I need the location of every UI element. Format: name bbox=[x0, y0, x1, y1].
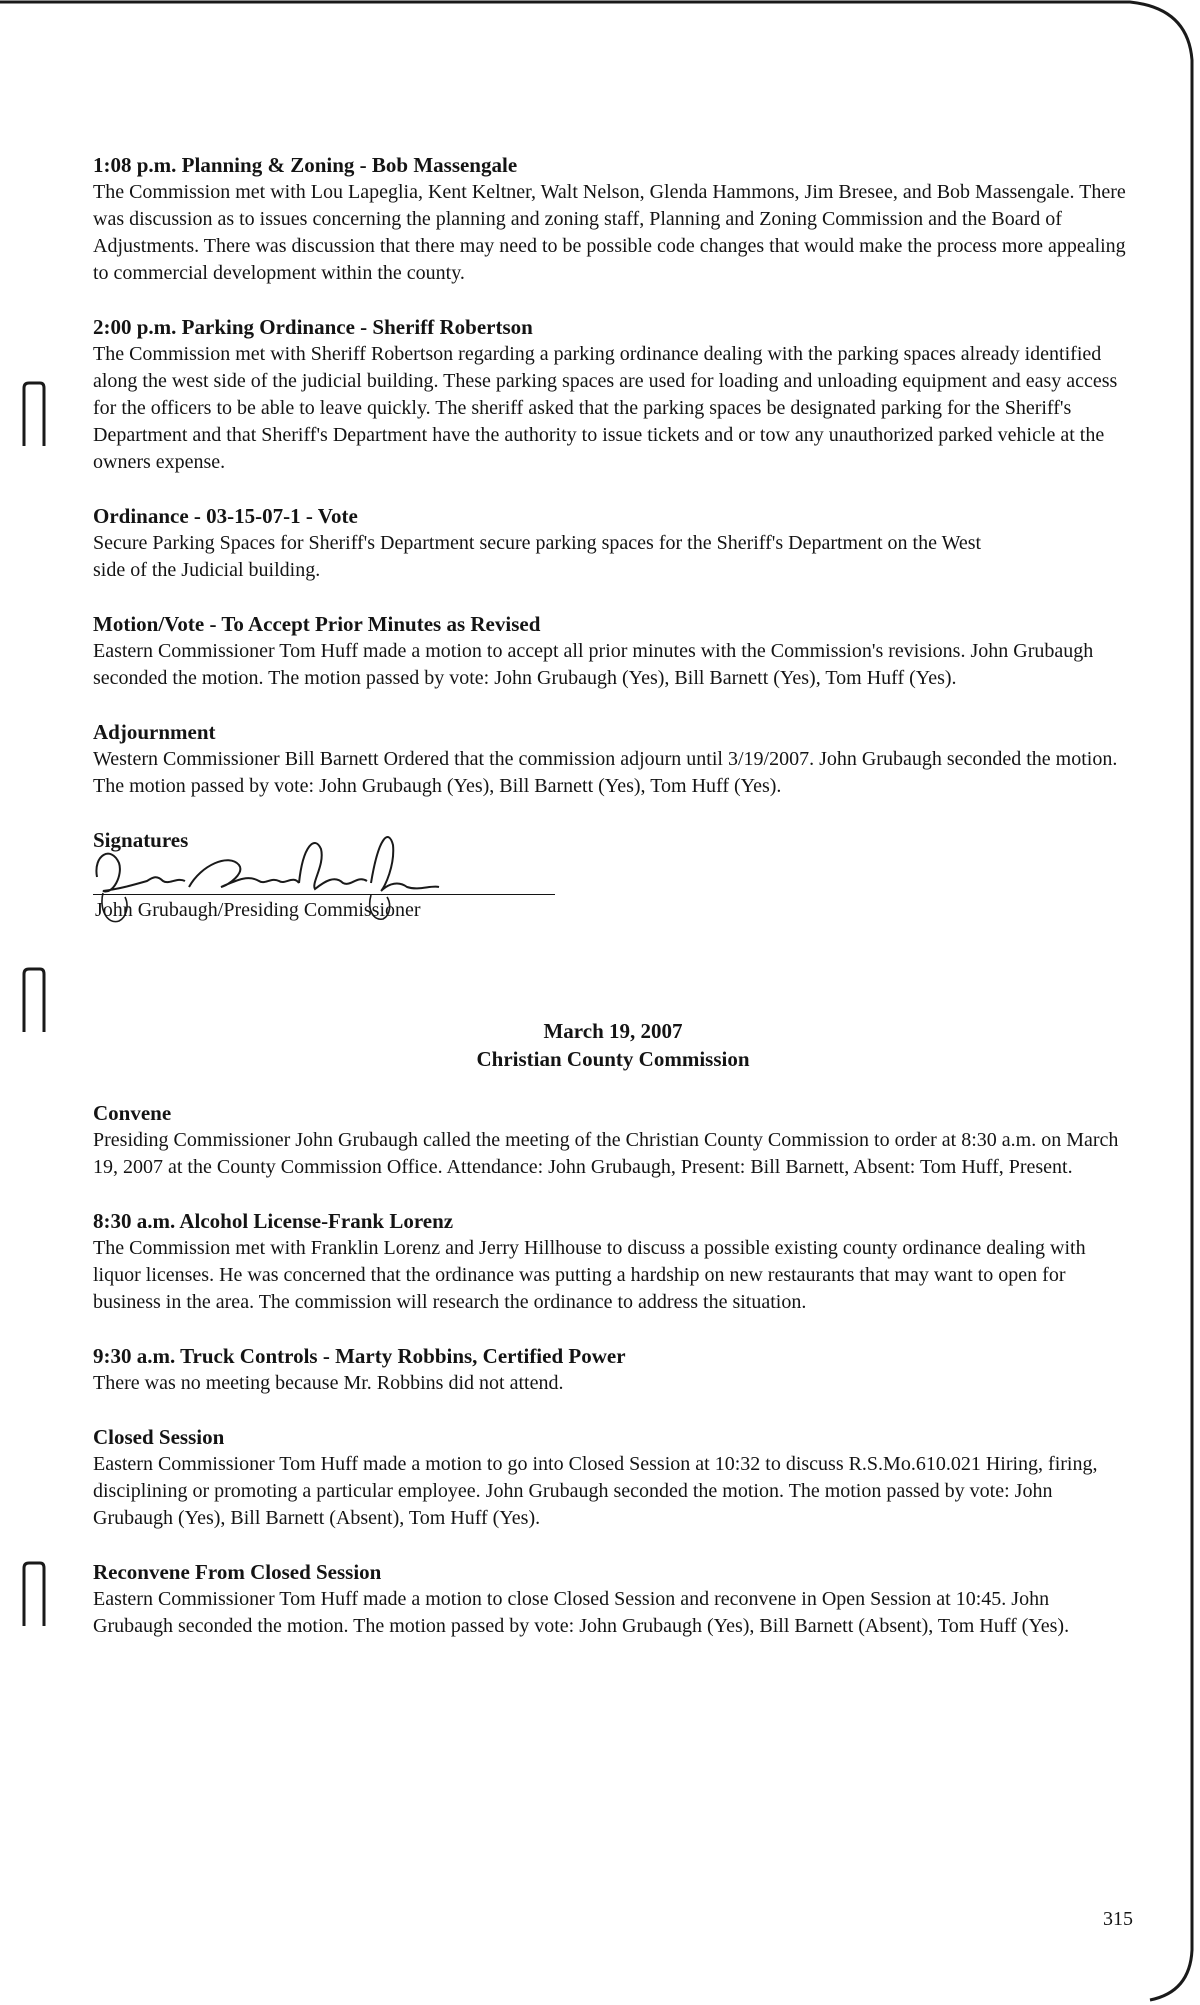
meeting-date: March 19, 2007 bbox=[543, 1019, 683, 1043]
section-body: Western Commissioner Bill Barnett Ordered that the commission adjourn until 3/19/2007. John Grubaugh seconded the motion. The motion passed by vote: John Grubaugh (Yes), Bill Barnett (Yes), Tom Huff (Yes). bbox=[93, 748, 1118, 797]
signatures-heading: Signatures bbox=[93, 828, 189, 852]
section-closed-session bbox=[93, 1424, 1133, 1532]
section-body: The Commission met with Sheriff Robertson regarding a parking ordinance dealing with the parking spaces already identified along the west side of the judicial building. These parking spaces are used for loading and unloading equipment and easy access for the officers to be able to leave quickly. The sheriff asked that the parking spaces be designated parking for the Sheriff's Department and that Sheriff's Department have the authority to issue tickets and or tow any unauthorized parked vehicle at the owners expense. bbox=[93, 343, 1118, 473]
section-heading: Adjournment bbox=[93, 720, 216, 744]
section-body: The Commission met with Franklin Lorenz and Jerry Hillhouse to discuss a possible existing county ordinance dealing with liquor licenses. He was concerned that the ordinance was putting a hardship on new restaurants that may want to open for business in the area. The commission will research the ordinance to address the situation. bbox=[93, 1237, 1086, 1313]
section-parking-ordinance bbox=[93, 314, 1133, 476]
section-heading: 1:08 p.m. Planning & Zoning - Bob Massengale bbox=[93, 153, 518, 177]
binder-hole-middle bbox=[18, 966, 46, 1036]
signature-caption: John Grubaugh/Presiding Commissioner bbox=[95, 899, 421, 921]
section-heading: Closed Session bbox=[93, 1425, 225, 1449]
section-heading: 8:30 a.m. Alcohol License-Frank Lorenz bbox=[93, 1209, 454, 1233]
section-adjournment bbox=[93, 719, 1133, 800]
meeting-header bbox=[93, 1017, 1133, 1073]
section-body: The Commission met with Lou Lapeglia, Kent Keltner, Walt Nelson, Glenda Hammons, Jim Bresee, and Bob Massengale. There was discussion as to issues concerning the planning and zoning staff, Planning and Zoning Commission and the Board of Adjustments. There was discussion that there may need to be possible code changes that would make the process more appealing to commercial development within the county. bbox=[93, 181, 1126, 284]
section-heading: Ordinance - 03-15-07-1 - Vote bbox=[93, 504, 358, 528]
binder-hole-bottom bbox=[18, 1560, 46, 1630]
section-body: Eastern Commissioner Tom Huff made a motion to close Closed Session and reconvene in Open Session at 10:45. John Grubaugh seconded the motion. The motion passed by vote: John Grubaugh (Yes), Bill Barnett (Absent), Tom Huff (Yes). bbox=[93, 1588, 1070, 1637]
section-heading: 9:30 a.m. Truck Controls - Marty Robbins, Certified Power bbox=[93, 1344, 626, 1368]
meeting-body-name: Christian County Commission bbox=[476, 1047, 750, 1071]
section-body: Eastern Commissioner Tom Huff made a motion to go into Closed Session at 10:32 to discuss R.S.Mo.610.021 Hiring, firing, disciplining or promoting a particular employee. John Grubaugh seconded the motion. The motion passed by vote: John Grubaugh (Yes), Bill Barnett (Absent), Tom Huff (Yes). bbox=[93, 1453, 1098, 1529]
section-heading: Motion/Vote - To Accept Prior Minutes as Revised bbox=[93, 612, 541, 636]
section-motion-vote bbox=[93, 611, 1133, 692]
binder-hole-top bbox=[18, 380, 46, 450]
section-heading: Reconvene From Closed Session bbox=[93, 1560, 382, 1584]
section-heading: 2:00 p.m. Parking Ordinance - Sheriff Robertson bbox=[93, 315, 533, 339]
section-heading: Convene bbox=[93, 1101, 172, 1125]
section-ordinance-vote bbox=[93, 503, 1133, 584]
section-planning-zoning bbox=[93, 152, 1133, 287]
section-alcohol-license bbox=[93, 1208, 1133, 1316]
section-reconvene bbox=[93, 1559, 1133, 1640]
section-truck-controls bbox=[93, 1343, 1133, 1397]
signature-block bbox=[93, 827, 1133, 937]
section-convene bbox=[93, 1100, 1133, 1181]
signature-line bbox=[93, 894, 555, 895]
section-body: There was no meeting because Mr. Robbins did not attend. bbox=[93, 1372, 564, 1394]
section-body: Presiding Commissioner John Grubaugh called the meeting of the Christian County Commission to order at 8:30 a.m. on March 19, 2007 at the County Commission Office. Attendance: John Grubaugh, Present: Bill Barnett, Absent: Tom Huff, Present. bbox=[93, 1129, 1119, 1178]
section-body: Secure Parking Spaces for Sheriff's Department secure parking spaces for the Sheriff's Department on the West side of the Judicial building. bbox=[93, 532, 982, 581]
page-number: 315 bbox=[1103, 1908, 1133, 1930]
section-body: Eastern Commissioner Tom Huff made a motion to accept all prior minutes with the Commission's revisions. John Grubaugh seconded the motion. The motion passed by vote: John Grubaugh (Yes), Bill Barnett (Yes), Tom Huff (Yes). bbox=[93, 640, 1094, 689]
minutes-content bbox=[93, 152, 1133, 1667]
